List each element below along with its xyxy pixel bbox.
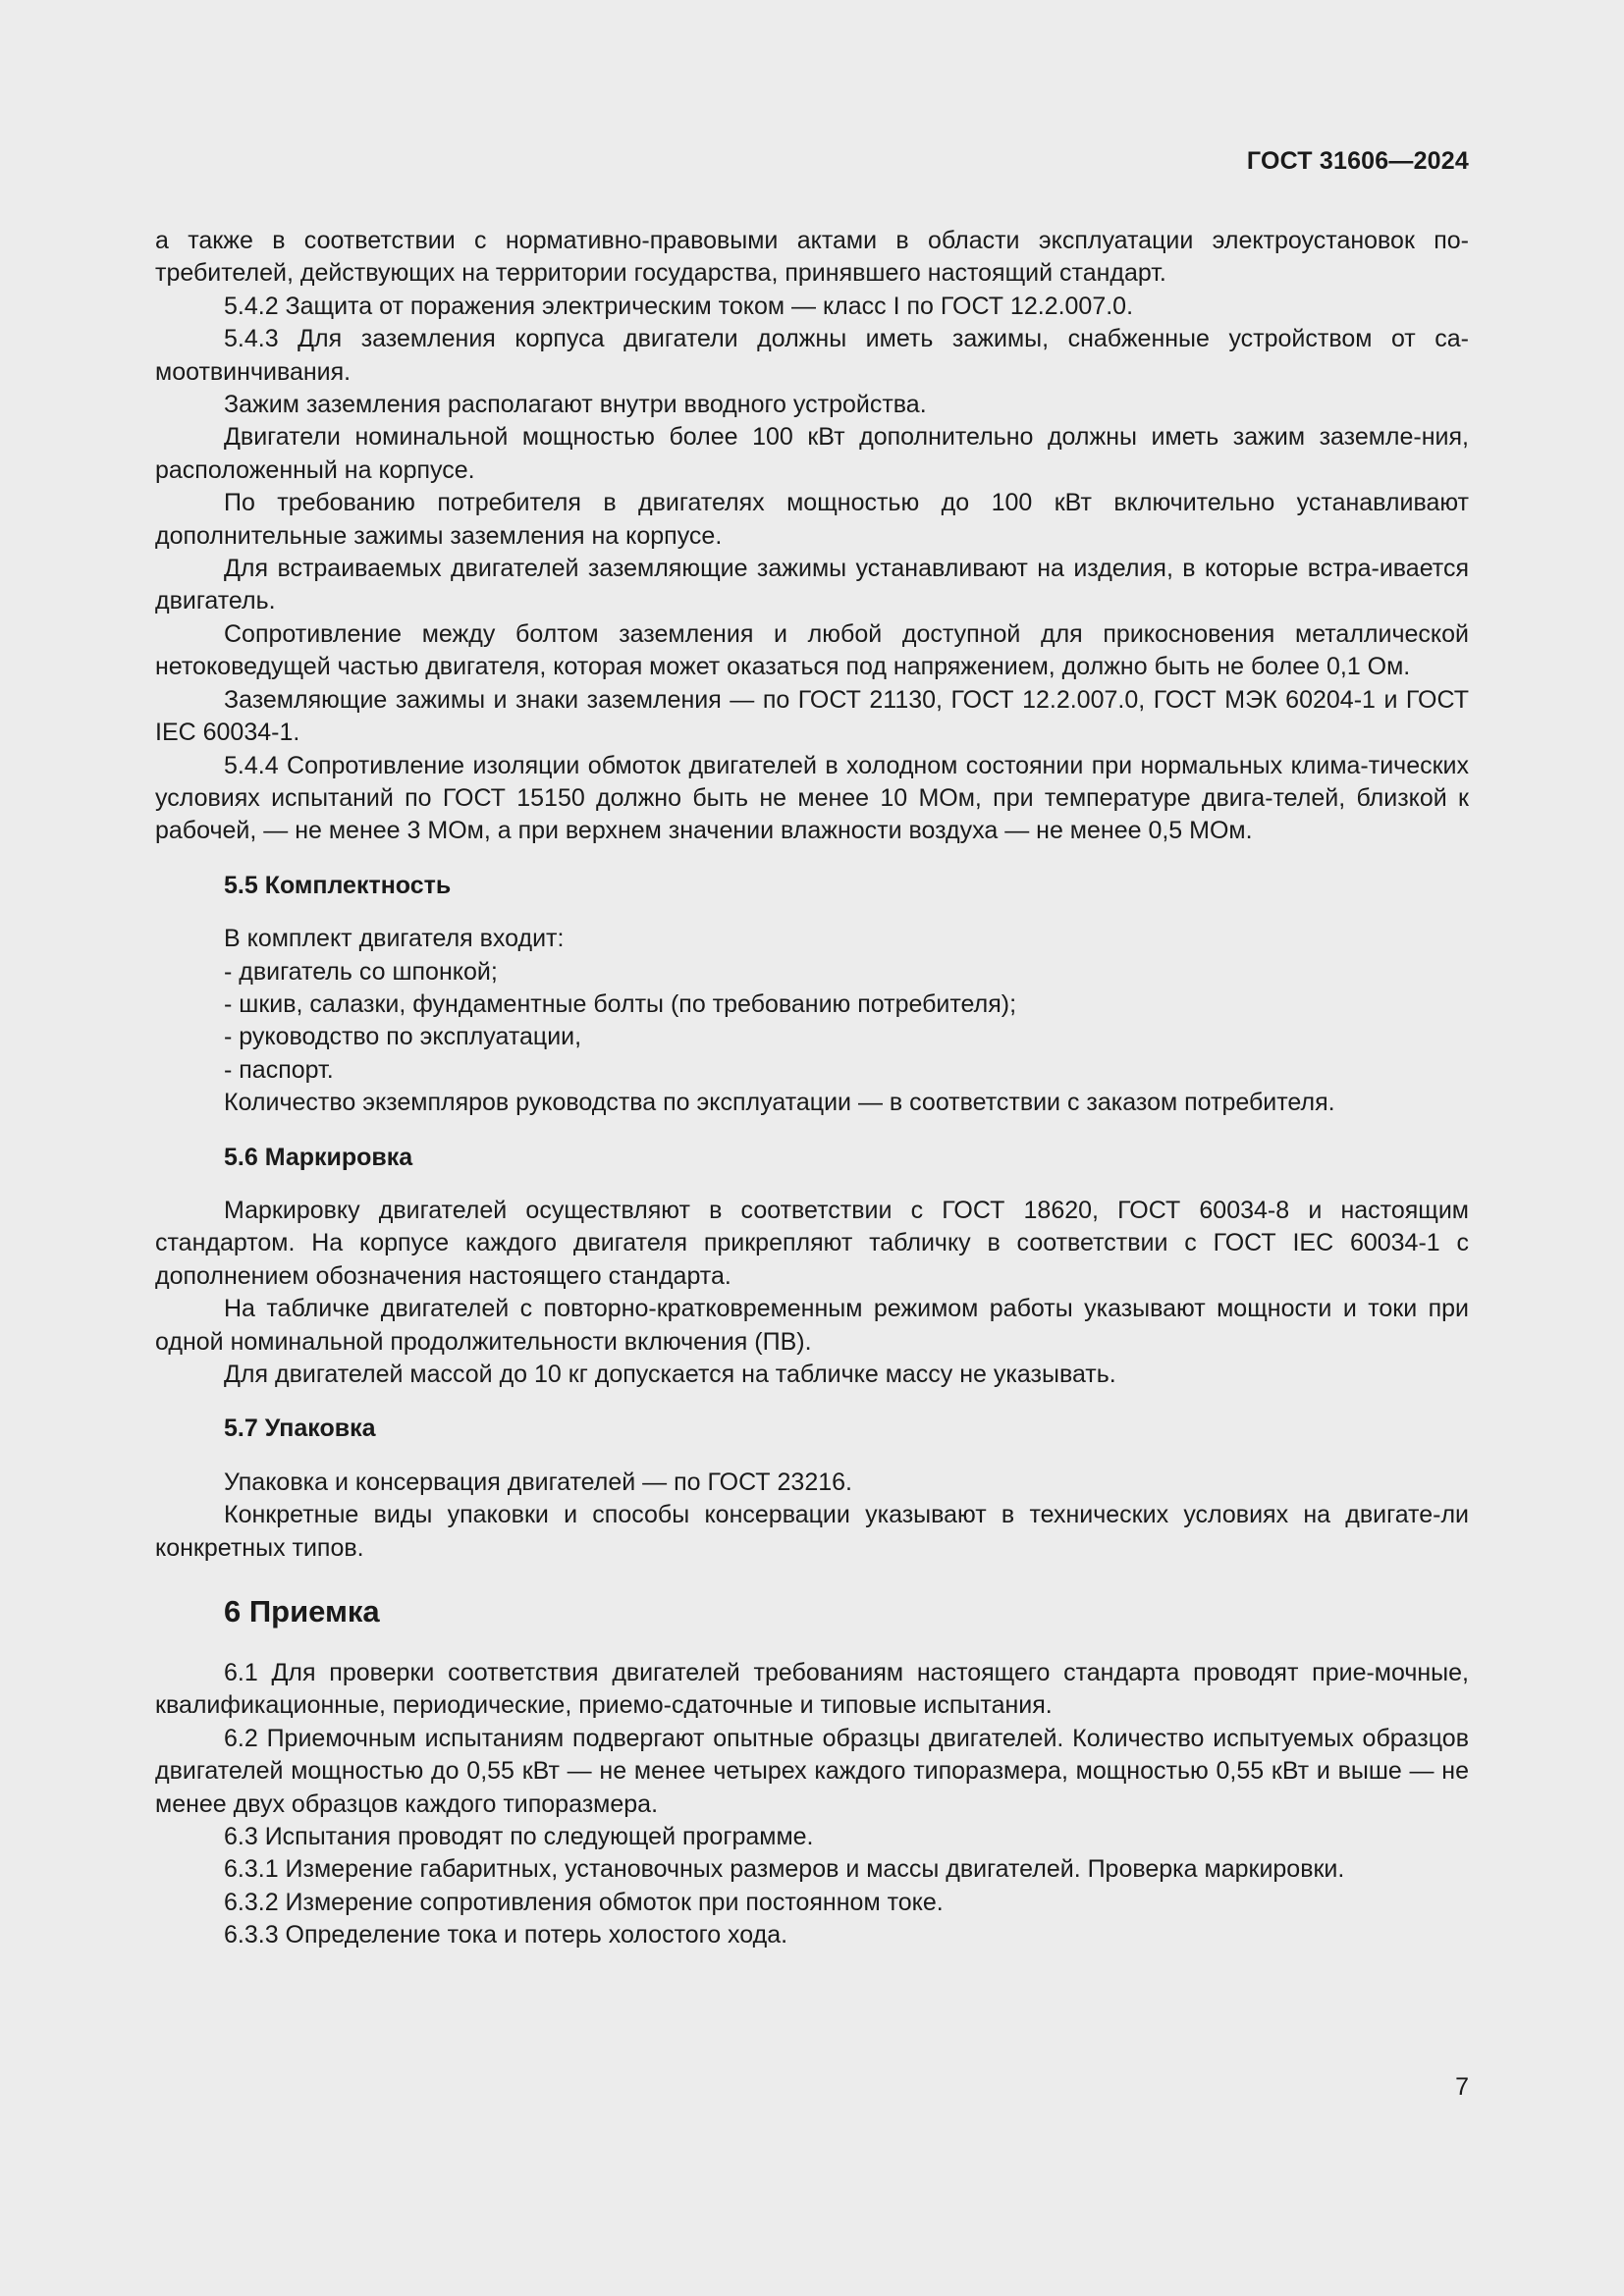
paragraph: Сопротивление между болтом заземления и любой доступной для прикосновения металлической нетоковедущей частью двигателя, которая может оказаться под напряжением, должно быть не более 0,1 Ом. (155, 619, 1469, 681)
clause-5-4-4: 5.4.4 Сопротивление изоляции обмоток двигателей в холодном состоянии при нормальных клима-тических условиях испытаний по ГОСТ 15150 должно быть не менее 10 МОм, при температуре двига-телей, близкой к рабочей, — не менее 3 МОм, а при верхнем значении влажности воздуха — не менее 0,5 МОм. (155, 751, 1469, 845)
heading-5-7: 5.7 Упаковка (224, 1415, 376, 1443)
document-body (155, 225, 1469, 1952)
clause-6-1: 6.1 Для проверки соответствия двигателей требованиям настоящего стандарта проводят прие-мочные, квалификационные, периодические, приемо-сдаточные и типовые испытания. (155, 1659, 1469, 1720)
clause-6-3-2: 6.3.2 Измерение сопротивления обмоток при постоянном токе. (224, 1888, 944, 1916)
paragraph: Заземляющие зажимы и знаки заземления — по ГОСТ 21130, ГОСТ 12.2.007.0, ГОСТ МЭК 60204-1 и ГОСТ IEC 60034-1. (155, 685, 1469, 747)
paragraph: На табличке двигателей с повторно-кратковременным режимом работы указывают мощности и токи при одной номинальной продолжительности включения (ПВ). (155, 1295, 1469, 1356)
clause-6-3-3: 6.3.3 Определение тока и потерь холостого хода. (224, 1921, 788, 1949)
paragraph: Конкретные виды упаковки и способы консервации указывают в технических условиях на двигате-ли конкретных типов. (155, 1501, 1469, 1562)
heading-5-5: 5.5 Комплектность (224, 871, 452, 899)
paragraph: В комплект двигателя входит: (224, 925, 565, 953)
clause-5-4-3: 5.4.3 Для заземления корпуса двигатели должны иметь зажимы, снабженные устройством от са-моотвинчивания. (155, 325, 1469, 386)
clause-6-3-1: 6.3.1 Измерение габаритных, установочных размеров и массы двигателей. Проверка маркировки. (224, 1855, 1345, 1884)
paragraph: Для двигателей массой до 10 кг допускается на табличке массу не указывать. (224, 1361, 1116, 1388)
list-item: - двигатель со шпонкой; (224, 957, 498, 986)
clause-6-2: 6.2 Приемочным испытаниям подвергают опытные образцы двигателей. Количество испытуемых образцов двигателей мощностью до 0,55 кВт — не менее четырех каждого типоразмера, мощностью 0,55 кВт и выше — не менее двух образцов каждого типоразмера. (155, 1724, 1469, 1818)
paragraph: По требованию потребителя в двигателях мощностью до 100 кВт включительно устанавливают дополнительные зажимы заземления на корпусе. (155, 489, 1469, 550)
heading-5-6: 5.6 Маркировка (224, 1143, 413, 1171)
paragraph: а также в соответствии с нормативно-правовыми актами в области эксплуатации электроустановок по-требителей, действующих на территории государства, принявшего настоящий стандарт. (155, 227, 1469, 288)
paragraph: Зажим заземления располагают внутри вводного устройства. (224, 391, 927, 419)
clause-5-4-2: 5.4.2 Защита от поражения электрическим током — класс I по ГОСТ 12.2.007.0. (224, 292, 1134, 320)
standard-designation: ГОСТ 31606—2024 (1246, 147, 1469, 175)
list-item: - руководство по эксплуатации, (224, 1023, 582, 1051)
paragraph: Маркировку двигателей осуществляют в соответствии с ГОСТ 18620, ГОСТ 60034-8 и настоящим стандартом. На корпусе каждого двигателя прикрепляют табличку в соответствии с ГОСТ IEC 60034-1 с дополнением обозначения настоящего стандарта. (155, 1196, 1469, 1290)
clause-6-3: 6.3 Испытания проводят по следующей программе. (224, 1823, 814, 1851)
list-item: - паспорт. (224, 1055, 334, 1084)
paragraph: Количество экземпляров руководства по эксплуатации — в соответствии с заказом потребителя. (224, 1089, 1335, 1117)
paragraph: Для встраиваемых двигателей заземляющие зажимы устанавливают на изделия, в которые встра-ивается двигатель. (155, 555, 1469, 615)
heading-section-6: 6 Приемка (224, 1594, 380, 1629)
paragraph: Упаковка и консервация двигателей — по ГОСТ 23216. (224, 1468, 852, 1496)
paragraph: Двигатели номинальной мощностью более 100 кВт дополнительно должны иметь зажим заземле-ния, расположенный на корпусе. (155, 423, 1469, 484)
page-number: 7 (1455, 2073, 1469, 2101)
list-item: - шкив, салазки, фундаментные болты (по требованию потребителя); (224, 989, 1017, 1018)
